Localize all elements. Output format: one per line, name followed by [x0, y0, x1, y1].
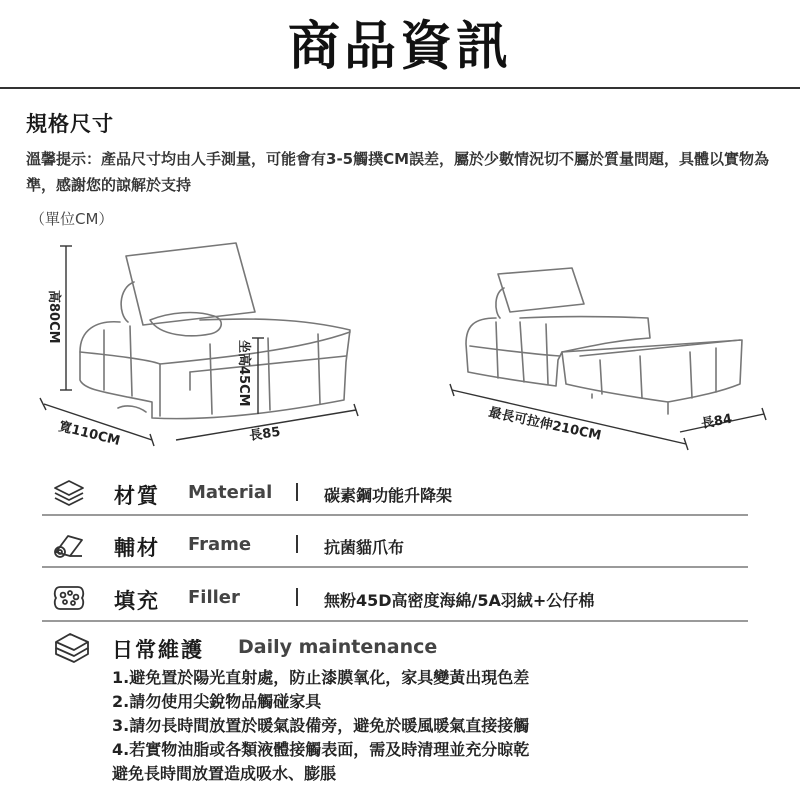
fabric-roll-icon — [52, 530, 86, 560]
row-divider — [42, 566, 748, 568]
folded-sofa-drawing — [80, 243, 350, 419]
sofa-dimension-diagram — [0, 230, 800, 455]
tip-item: 避免長時間放置造成吸水、膨脹 — [112, 764, 337, 783]
daily-maintenance-en: Daily maintenance — [238, 636, 438, 658]
spec-row-material — [42, 470, 748, 518]
measurement-notice: 溫馨提示：產品尺寸均由人手測量，可能會有3-5觸撲CM誤差，屬於少數情況切不屬於質量問題，具體以實物為準，感謝您的諒解於支持 — [26, 150, 770, 194]
layers-icon — [52, 478, 86, 508]
height-label: 高80CM — [46, 290, 61, 344]
title-divider — [0, 87, 800, 89]
book-stack-icon — [52, 630, 92, 664]
row-divider — [42, 620, 748, 622]
extended-length-label: 長84 — [700, 411, 734, 432]
sponge-icon — [52, 583, 86, 613]
length-label: 長85 — [248, 424, 282, 444]
page-title: 商品資訊 — [287, 17, 512, 77]
seat-height-label: 坐高45CM — [236, 340, 251, 407]
daily-maintenance-heading: 日常維護 — [112, 638, 204, 662]
unit-label: （單位CM） — [30, 210, 114, 228]
spec-separator — [296, 588, 298, 606]
tip-item: 2.請勿使用尖銳物品觸碰家具 — [112, 692, 322, 711]
spec-separator — [296, 535, 298, 553]
width-label: 寬110CM — [57, 419, 122, 450]
spec-value: 無粉45D高密度海綿/5A羽絨+公仔棉 — [324, 591, 595, 610]
tip-item: 1.避免置於陽光直射處，防止漆膜氧化，家具變黃出現色差 — [112, 668, 530, 687]
spec-row-filler — [42, 575, 748, 623]
spec-value: 抗菌貓爪布 — [324, 538, 405, 557]
tip-item: 3.請勿長時間放置於暖氣設備旁，避免於暖風暖氣直接接觸 — [112, 716, 530, 735]
spec-heading: 規格尺寸 — [26, 112, 114, 136]
extended-sofa-drawing — [466, 268, 742, 414]
spec-separator — [296, 483, 298, 501]
spec-row-frame — [42, 522, 748, 570]
spec-en-name: Material — [188, 482, 273, 503]
tip-item: 4.若實物油脂或各類液體接觸表面，需及時清理並充分晾乾 — [112, 740, 530, 759]
maintenance-tips — [112, 666, 529, 786]
spec-name: 材質 — [114, 484, 160, 508]
row-divider — [42, 514, 748, 516]
spec-name: 填充 — [114, 589, 160, 613]
spec-en-name: Filler — [188, 587, 240, 608]
max-extend-label: 最長可拉伸210CM — [487, 405, 603, 444]
spec-en-name: Frame — [188, 534, 252, 555]
spec-value: 碳素鋼功能升降架 — [324, 486, 453, 505]
spec-name: 輔材 — [114, 536, 160, 560]
